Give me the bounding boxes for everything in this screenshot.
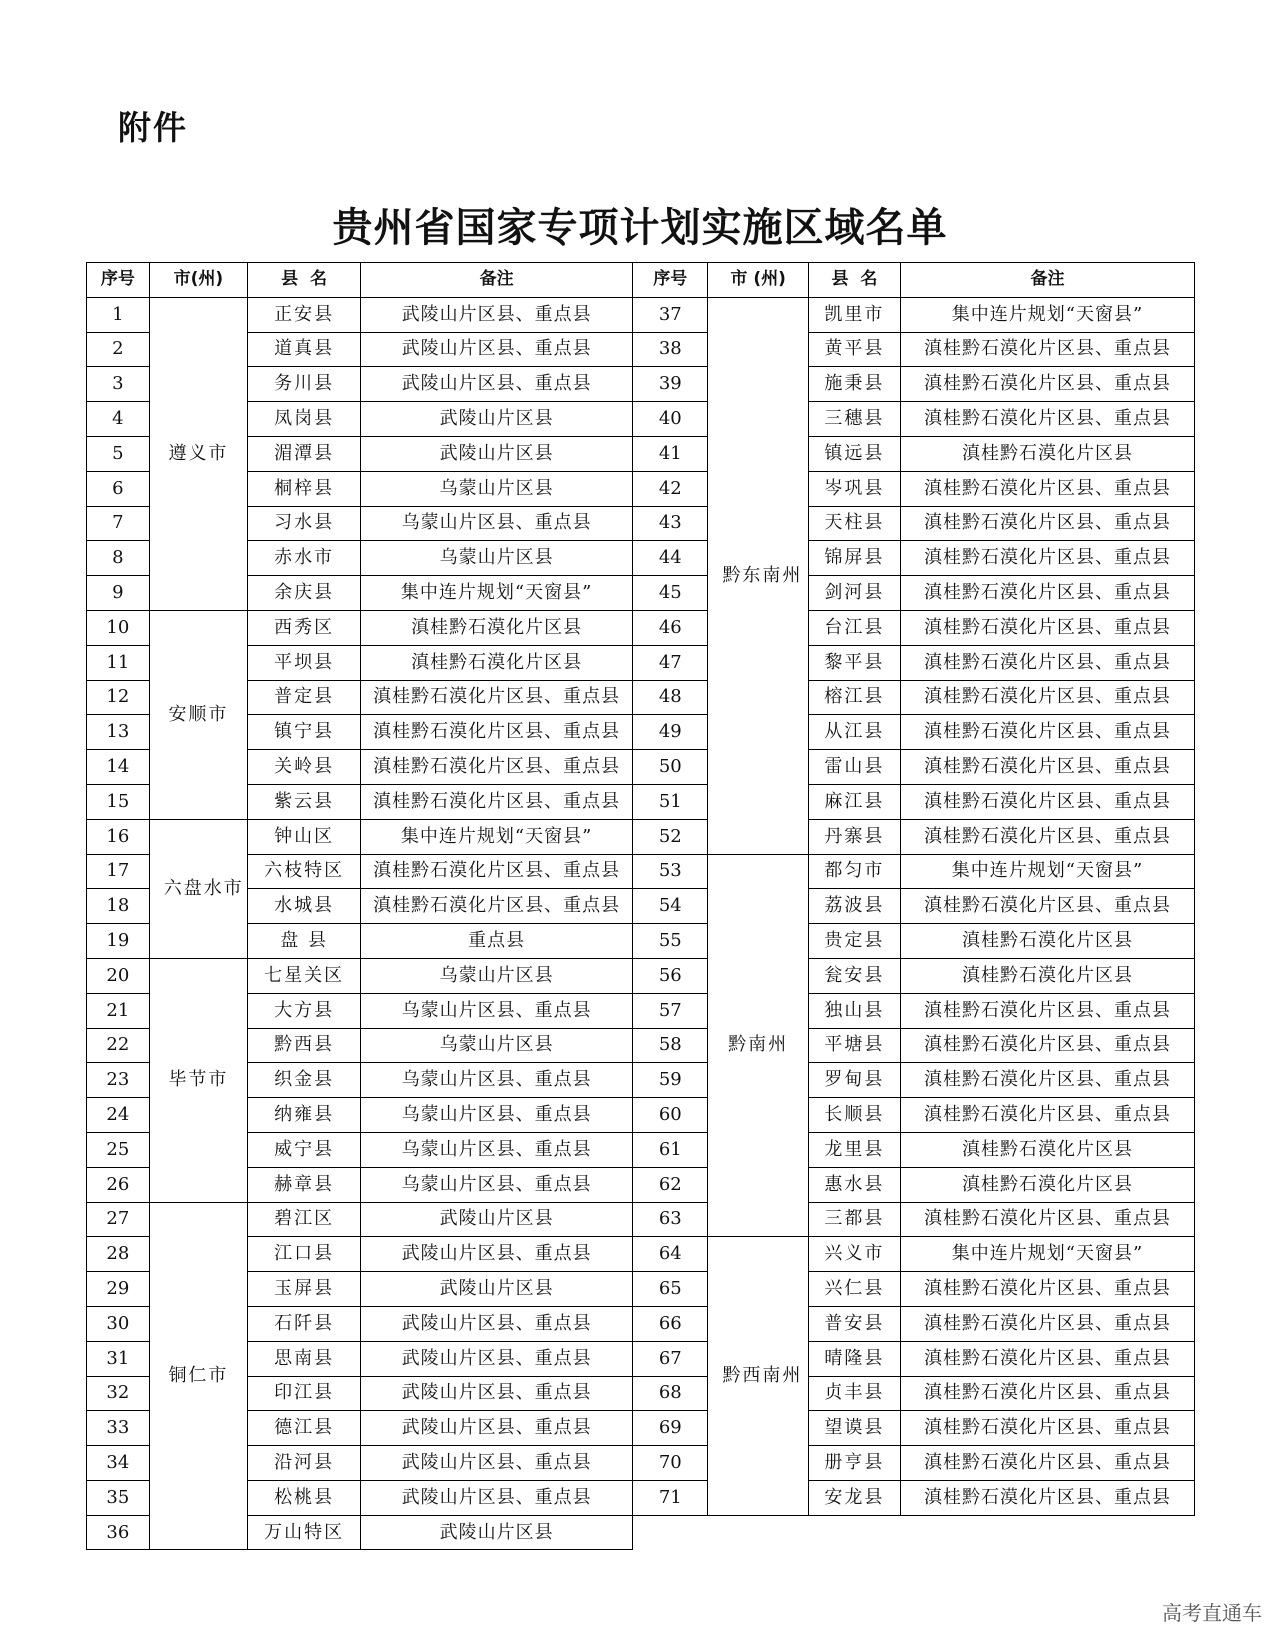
county-cell: 三穗县 xyxy=(808,402,900,437)
note-cell: 滇桂黔石漠化片区县、重点县 xyxy=(900,1028,1194,1063)
seq-cell: 17 xyxy=(87,854,150,889)
table-row xyxy=(87,1446,1195,1481)
county-cell: 瓮安县 xyxy=(808,958,900,993)
county-cell: 丹寨县 xyxy=(808,819,900,854)
note-cell: 武陵山片区县、重点县 xyxy=(361,1376,633,1411)
seq-cell: 19 xyxy=(87,924,150,959)
city-cell: 遵义市 xyxy=(149,297,247,610)
seq-cell: 29 xyxy=(87,1272,150,1307)
note-cell: 乌蒙山片区县 xyxy=(361,471,633,506)
note-cell: 滇桂黔石漠化片区县、重点县 xyxy=(900,1376,1194,1411)
county-cell: 施秉县 xyxy=(808,367,900,402)
table-row xyxy=(87,1272,1195,1307)
seq-cell: 61 xyxy=(633,1132,708,1167)
county-cell: 沿河县 xyxy=(248,1446,361,1481)
seq-cell: 13 xyxy=(87,715,150,750)
county-cell: 玉屏县 xyxy=(248,1272,361,1307)
note-cell: 滇桂黔石漠化片区县 xyxy=(900,958,1194,993)
seq-cell: 51 xyxy=(633,784,708,819)
note-cell: 滇桂黔石漠化片区县 xyxy=(361,645,633,680)
county-cell: 镇远县 xyxy=(808,436,900,471)
note-cell: 乌蒙山片区县 xyxy=(361,541,633,576)
table-row xyxy=(87,1202,1195,1237)
table-row xyxy=(87,1237,1195,1272)
seq-cell: 68 xyxy=(633,1376,708,1411)
county-cell: 桐梓县 xyxy=(248,471,361,506)
seq-cell: 36 xyxy=(87,1515,150,1550)
seq-cell: 52 xyxy=(633,819,708,854)
empty-cell xyxy=(633,1515,1195,1550)
county-cell: 七星关区 xyxy=(248,958,361,993)
county-cell: 思南县 xyxy=(248,1341,361,1376)
seq-cell: 53 xyxy=(633,854,708,889)
note-cell: 武陵山片区县、重点县 xyxy=(361,1306,633,1341)
county-cell: 都匀市 xyxy=(808,854,900,889)
county-cell: 贵定县 xyxy=(808,924,900,959)
header-note-right: 备注 xyxy=(900,263,1194,298)
county-cell: 威宁县 xyxy=(248,1132,361,1167)
seq-cell: 20 xyxy=(87,958,150,993)
note-cell: 滇桂黔石漠化片区县、重点县 xyxy=(900,715,1194,750)
seq-cell: 15 xyxy=(87,784,150,819)
seq-cell: 42 xyxy=(633,471,708,506)
note-cell: 滇桂黔石漠化片区县、重点县 xyxy=(361,889,633,924)
seq-cell: 9 xyxy=(87,576,150,611)
county-cell: 关岭县 xyxy=(248,750,361,785)
note-cell: 武陵山片区县、重点县 xyxy=(361,297,633,332)
county-cell: 六枝特区 xyxy=(248,854,361,889)
table-row xyxy=(87,367,1195,402)
header-county-right: 县 名 xyxy=(808,263,900,298)
seq-cell: 34 xyxy=(87,1446,150,1481)
seq-cell: 30 xyxy=(87,1306,150,1341)
county-cell: 正安县 xyxy=(248,297,361,332)
table-header-row xyxy=(87,263,1195,298)
county-cell: 普定县 xyxy=(248,680,361,715)
seq-cell: 66 xyxy=(633,1306,708,1341)
county-cell: 镇宁县 xyxy=(248,715,361,750)
table-row xyxy=(87,1306,1195,1341)
seq-cell: 62 xyxy=(633,1167,708,1202)
note-cell: 武陵山片区县、重点县 xyxy=(361,1446,633,1481)
note-cell: 滇桂黔石漠化片区县、重点县 xyxy=(900,1202,1194,1237)
note-cell: 滇桂黔石漠化片区县、重点县 xyxy=(900,1341,1194,1376)
county-cell: 台江县 xyxy=(808,610,900,645)
note-cell: 武陵山片区县、重点县 xyxy=(361,367,633,402)
table-row xyxy=(87,1063,1195,1098)
table-row xyxy=(87,1515,1195,1550)
table-row xyxy=(87,1167,1195,1202)
seq-cell: 6 xyxy=(87,471,150,506)
note-cell: 滇桂黔石漠化片区县、重点县 xyxy=(900,576,1194,611)
city-cell: 六盘水市 xyxy=(149,819,247,958)
note-cell: 滇桂黔石漠化片区县 xyxy=(900,436,1194,471)
header-city-right: 市 (州) xyxy=(708,263,808,298)
seq-cell: 38 xyxy=(633,332,708,367)
note-cell: 滇桂黔石漠化片区县、重点县 xyxy=(900,889,1194,924)
table-row xyxy=(87,1098,1195,1133)
note-cell: 集中连片规划“天窗县” xyxy=(361,819,633,854)
county-cell: 盘 县 xyxy=(248,924,361,959)
header-seq-right: 序号 xyxy=(633,263,708,298)
note-cell: 乌蒙山片区县、重点县 xyxy=(361,993,633,1028)
table-row xyxy=(87,1480,1195,1515)
county-cell: 水城县 xyxy=(248,889,361,924)
seq-cell: 59 xyxy=(633,1063,708,1098)
note-cell: 滇桂黔石漠化片区县 xyxy=(900,1167,1194,1202)
county-cell: 余庆县 xyxy=(248,576,361,611)
seq-cell: 25 xyxy=(87,1132,150,1167)
county-cell: 德江县 xyxy=(248,1411,361,1446)
table-row xyxy=(87,1028,1195,1063)
note-cell: 滇桂黔石漠化片区县、重点县 xyxy=(900,1446,1194,1481)
seq-cell: 39 xyxy=(633,367,708,402)
note-cell: 滇桂黔石漠化片区县、重点县 xyxy=(900,332,1194,367)
note-cell: 滇桂黔石漠化片区县、重点县 xyxy=(900,819,1194,854)
note-cell: 乌蒙山片区县、重点县 xyxy=(361,1063,633,1098)
city-cell: 黔东南州 xyxy=(708,297,808,854)
seq-cell: 32 xyxy=(87,1376,150,1411)
county-cell: 万山特区 xyxy=(248,1515,361,1550)
seq-cell: 11 xyxy=(87,645,150,680)
county-cell: 凯里市 xyxy=(808,297,900,332)
note-cell: 滇桂黔石漠化片区县、重点县 xyxy=(900,1272,1194,1307)
note-cell: 武陵山片区县、重点县 xyxy=(361,1480,633,1515)
county-cell: 独山县 xyxy=(808,993,900,1028)
header-note: 备注 xyxy=(361,263,633,298)
county-cell: 册亨县 xyxy=(808,1446,900,1481)
seq-cell: 18 xyxy=(87,889,150,924)
table-row xyxy=(87,645,1195,680)
county-cell: 贞丰县 xyxy=(808,1376,900,1411)
note-cell: 乌蒙山片区县 xyxy=(361,958,633,993)
seq-cell: 26 xyxy=(87,1167,150,1202)
table-row xyxy=(87,993,1195,1028)
seq-cell: 54 xyxy=(633,889,708,924)
note-cell: 滇桂黔石漠化片区县、重点县 xyxy=(900,1098,1194,1133)
seq-cell: 64 xyxy=(633,1237,708,1272)
note-cell: 滇桂黔石漠化片区县、重点县 xyxy=(361,680,633,715)
county-cell: 黔西县 xyxy=(248,1028,361,1063)
county-cell: 紫云县 xyxy=(248,784,361,819)
note-cell: 滇桂黔石漠化片区县、重点县 xyxy=(900,1480,1194,1515)
seq-cell: 58 xyxy=(633,1028,708,1063)
county-cell: 榕江县 xyxy=(808,680,900,715)
note-cell: 武陵山片区县 xyxy=(361,1515,633,1550)
note-cell: 滇桂黔石漠化片区县、重点县 xyxy=(361,715,633,750)
note-cell: 滇桂黔石漠化片区县、重点县 xyxy=(900,471,1194,506)
county-cell: 平塘县 xyxy=(808,1028,900,1063)
seq-cell: 41 xyxy=(633,436,708,471)
county-cell: 大方县 xyxy=(248,993,361,1028)
seq-cell: 16 xyxy=(87,819,150,854)
seq-cell: 1 xyxy=(87,297,150,332)
seq-cell: 8 xyxy=(87,541,150,576)
seq-cell: 63 xyxy=(633,1202,708,1237)
county-cell: 天柱县 xyxy=(808,506,900,541)
seq-cell: 33 xyxy=(87,1411,150,1446)
city-cell: 铜仁市 xyxy=(149,1202,247,1550)
seq-cell: 27 xyxy=(87,1202,150,1237)
table-row xyxy=(87,958,1195,993)
note-cell: 武陵山片区县、重点县 xyxy=(361,1237,633,1272)
seq-cell: 23 xyxy=(87,1063,150,1098)
county-cell: 长顺县 xyxy=(808,1098,900,1133)
note-cell: 滇桂黔石漠化片区县、重点县 xyxy=(900,541,1194,576)
seq-cell: 2 xyxy=(87,332,150,367)
county-cell: 从江县 xyxy=(808,715,900,750)
note-cell: 滇桂黔石漠化片区县、重点县 xyxy=(900,1411,1194,1446)
note-cell: 滇桂黔石漠化片区县 xyxy=(900,1132,1194,1167)
seq-cell: 5 xyxy=(87,436,150,471)
seq-cell: 37 xyxy=(633,297,708,332)
county-cell: 锦屏县 xyxy=(808,541,900,576)
seq-cell: 4 xyxy=(87,402,150,437)
seq-cell: 21 xyxy=(87,993,150,1028)
county-cell: 务川县 xyxy=(248,367,361,402)
seq-cell: 65 xyxy=(633,1272,708,1307)
note-cell: 武陵山片区县 xyxy=(361,1272,633,1307)
table-row xyxy=(87,1341,1195,1376)
note-cell: 滇桂黔石漠化片区县、重点县 xyxy=(900,750,1194,785)
seq-cell: 67 xyxy=(633,1341,708,1376)
seq-cell: 49 xyxy=(633,715,708,750)
note-cell: 滇桂黔石漠化片区县、重点县 xyxy=(900,645,1194,680)
seq-cell: 55 xyxy=(633,924,708,959)
county-cell: 三都县 xyxy=(808,1202,900,1237)
table-row xyxy=(87,889,1195,924)
city-cell: 安顺市 xyxy=(149,610,247,819)
county-cell: 西秀区 xyxy=(248,610,361,645)
table-row xyxy=(87,819,1195,854)
seq-cell: 28 xyxy=(87,1237,150,1272)
county-cell: 兴义市 xyxy=(808,1237,900,1272)
note-cell: 武陵山片区县 xyxy=(361,402,633,437)
county-cell: 惠水县 xyxy=(808,1167,900,1202)
note-cell: 滇桂黔石漠化片区县、重点县 xyxy=(900,1063,1194,1098)
county-cell: 钟山区 xyxy=(248,819,361,854)
county-cell: 望谟县 xyxy=(808,1411,900,1446)
county-cell: 江口县 xyxy=(248,1237,361,1272)
seq-cell: 46 xyxy=(633,610,708,645)
county-cell: 剑河县 xyxy=(808,576,900,611)
note-cell: 滇桂黔石漠化片区县、重点县 xyxy=(900,506,1194,541)
header-city: 市(州) xyxy=(149,263,247,298)
seq-cell: 45 xyxy=(633,576,708,611)
seq-cell: 7 xyxy=(87,506,150,541)
county-cell: 兴仁县 xyxy=(808,1272,900,1307)
county-cell: 龙里县 xyxy=(808,1132,900,1167)
document-title: 贵州省国家专项计划实施区域名单 xyxy=(332,204,948,251)
table-row xyxy=(87,297,1195,332)
table-row xyxy=(87,332,1195,367)
table-row xyxy=(87,436,1195,471)
seq-cell: 57 xyxy=(633,993,708,1028)
note-cell: 集中连片规划“天窗县” xyxy=(361,576,633,611)
table-row xyxy=(87,1376,1195,1411)
note-cell: 集中连片规划“天窗县” xyxy=(900,854,1194,889)
table-row xyxy=(87,541,1195,576)
table-row xyxy=(87,1132,1195,1167)
seq-cell: 10 xyxy=(87,610,150,645)
note-cell: 滇桂黔石漠化片区县、重点县 xyxy=(361,784,633,819)
county-cell: 凤岗县 xyxy=(248,402,361,437)
note-cell: 武陵山片区县、重点县 xyxy=(361,332,633,367)
attachment-label: 附件 xyxy=(118,108,188,147)
seq-cell: 48 xyxy=(633,680,708,715)
seq-cell: 47 xyxy=(633,645,708,680)
note-cell: 武陵山片区县、重点县 xyxy=(361,1341,633,1376)
county-cell: 赤水市 xyxy=(248,541,361,576)
header-county: 县 名 xyxy=(248,263,361,298)
note-cell: 乌蒙山片区县、重点县 xyxy=(361,1132,633,1167)
seq-cell: 60 xyxy=(633,1098,708,1133)
county-cell: 松桃县 xyxy=(248,1480,361,1515)
county-cell: 织金县 xyxy=(248,1063,361,1098)
note-cell: 滇桂黔石漠化片区县、重点县 xyxy=(900,784,1194,819)
note-cell: 集中连片规划“天窗县” xyxy=(900,1237,1194,1272)
seq-cell: 70 xyxy=(633,1446,708,1481)
county-cell: 湄潭县 xyxy=(248,436,361,471)
table-row xyxy=(87,924,1195,959)
county-cell: 岑巩县 xyxy=(808,471,900,506)
note-cell: 滇桂黔石漠化片区县 xyxy=(361,610,633,645)
county-cell: 罗甸县 xyxy=(808,1063,900,1098)
county-cell: 安龙县 xyxy=(808,1480,900,1515)
note-cell: 滇桂黔石漠化片区县、重点县 xyxy=(361,854,633,889)
city-cell: 毕节市 xyxy=(149,958,247,1202)
seq-cell: 56 xyxy=(633,958,708,993)
note-cell: 滇桂黔石漠化片区县 xyxy=(900,924,1194,959)
county-cell: 黎平县 xyxy=(808,645,900,680)
note-cell: 重点县 xyxy=(361,924,633,959)
note-cell: 滇桂黔石漠化片区县、重点县 xyxy=(900,1306,1194,1341)
seq-cell: 69 xyxy=(633,1411,708,1446)
seq-cell: 50 xyxy=(633,750,708,785)
table-row xyxy=(87,402,1195,437)
note-cell: 滇桂黔石漠化片区县、重点县 xyxy=(900,680,1194,715)
county-cell: 黄平县 xyxy=(808,332,900,367)
note-cell: 武陵山片区县 xyxy=(361,436,633,471)
table-row xyxy=(87,471,1195,506)
region-table xyxy=(86,262,1195,1550)
note-cell: 武陵山片区县、重点县 xyxy=(361,1411,633,1446)
county-cell: 习水县 xyxy=(248,506,361,541)
note-cell: 滇桂黔石漠化片区县、重点县 xyxy=(900,402,1194,437)
note-cell: 武陵山片区县 xyxy=(361,1202,633,1237)
note-cell: 乌蒙山片区县、重点县 xyxy=(361,1167,633,1202)
county-cell: 纳雍县 xyxy=(248,1098,361,1133)
city-cell: 黔西南州 xyxy=(708,1237,808,1515)
county-cell: 雷山县 xyxy=(808,750,900,785)
note-cell: 乌蒙山片区县 xyxy=(361,1028,633,1063)
table-row xyxy=(87,854,1195,889)
table-row xyxy=(87,1411,1195,1446)
table-row xyxy=(87,576,1195,611)
county-cell: 碧江区 xyxy=(248,1202,361,1237)
county-cell: 麻江县 xyxy=(808,784,900,819)
table-row xyxy=(87,750,1195,785)
seq-cell: 35 xyxy=(87,1480,150,1515)
seq-cell: 44 xyxy=(633,541,708,576)
seq-cell: 31 xyxy=(87,1341,150,1376)
table-row xyxy=(87,680,1195,715)
seq-cell: 24 xyxy=(87,1098,150,1133)
watermark: 高考直通车 xyxy=(1162,1601,1262,1625)
county-cell: 印江县 xyxy=(248,1376,361,1411)
note-cell: 乌蒙山片区县、重点县 xyxy=(361,1098,633,1133)
note-cell: 集中连片规划“天窗县” xyxy=(900,297,1194,332)
header-seq: 序号 xyxy=(87,263,150,298)
seq-cell: 43 xyxy=(633,506,708,541)
county-cell: 荔波县 xyxy=(808,889,900,924)
note-cell: 乌蒙山片区县、重点县 xyxy=(361,506,633,541)
city-cell: 黔南州 xyxy=(708,854,808,1237)
note-cell: 滇桂黔石漠化片区县、重点县 xyxy=(900,610,1194,645)
seq-cell: 12 xyxy=(87,680,150,715)
seq-cell: 22 xyxy=(87,1028,150,1063)
note-cell: 滇桂黔石漠化片区县、重点县 xyxy=(361,750,633,785)
table-row xyxy=(87,610,1195,645)
county-cell: 普安县 xyxy=(808,1306,900,1341)
county-cell: 赫章县 xyxy=(248,1167,361,1202)
seq-cell: 71 xyxy=(633,1480,708,1515)
county-cell: 平坝县 xyxy=(248,645,361,680)
table-row xyxy=(87,506,1195,541)
seq-cell: 14 xyxy=(87,750,150,785)
note-cell: 滇桂黔石漠化片区县、重点县 xyxy=(900,367,1194,402)
table-row xyxy=(87,784,1195,819)
county-cell: 道真县 xyxy=(248,332,361,367)
note-cell: 滇桂黔石漠化片区县、重点县 xyxy=(900,993,1194,1028)
table-row xyxy=(87,715,1195,750)
seq-cell: 40 xyxy=(633,402,708,437)
county-cell: 石阡县 xyxy=(248,1306,361,1341)
seq-cell: 3 xyxy=(87,367,150,402)
county-cell: 晴隆县 xyxy=(808,1341,900,1376)
